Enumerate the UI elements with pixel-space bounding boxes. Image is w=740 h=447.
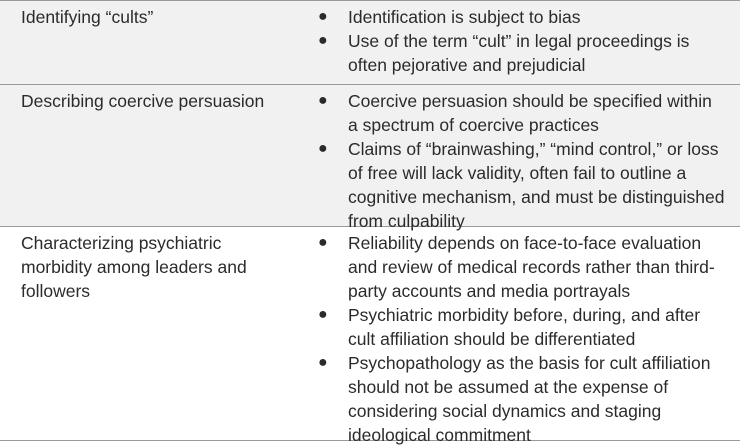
bullet-icon: ●: [318, 234, 328, 251]
row-topic: Identifying “cults”: [21, 7, 154, 27]
list-item: [318, 137, 726, 233]
table-row-psychiatric-morbidity: [0, 227, 740, 445]
bullet-icon: ●: [318, 32, 328, 49]
point-text: Coercive persuasion should be specified within a spectrum of coercive practices: [348, 91, 712, 135]
row-points-list: [300, 1, 740, 84]
row-topic: Describing coercive persuasion: [21, 91, 265, 111]
row-topic: Characterizing psychiatric morbidity among leaders and followers: [21, 233, 247, 301]
row-points-list: [300, 85, 740, 231]
list-item: [318, 231, 726, 303]
list-item: [318, 29, 726, 77]
list-item: [318, 303, 726, 351]
row-points-list: [300, 227, 740, 445]
point-text: Identification is subject to bias: [348, 7, 581, 27]
point-text: Psychopathology as the basis for cult affiliation should not be assumed at the expense of considering social dynamics and staging ideological commitment: [348, 353, 711, 445]
list-item: [318, 351, 726, 447]
bullet-icon: ●: [318, 354, 328, 371]
list-item: [318, 5, 726, 29]
bullet-icon: ●: [318, 140, 328, 157]
bullet-icon: ●: [318, 306, 328, 323]
point-text: Use of the term “cult” in legal proceedings is often pejorative and prejudicial: [348, 31, 690, 75]
point-text: Reliability depends on face-to-face evaluation and review of medical records rather than third-party accounts and media portrayals: [348, 233, 715, 301]
list-item: [318, 89, 726, 137]
table-row-coercive-persuasion: [0, 85, 740, 231]
point-text: Claims of “brainwashing,” “mind control,” or loss of free will lack validity, often fail to outline a cognitive mechanism, and must be distinguished from culpability: [348, 139, 725, 231]
bullet-icon: ●: [318, 8, 328, 25]
point-text: Psychiatric morbidity before, during, and after cult affiliation should be differentiated: [348, 305, 701, 349]
table-row-identifying-cults: [0, 1, 740, 85]
bullet-icon: ●: [318, 92, 328, 109]
